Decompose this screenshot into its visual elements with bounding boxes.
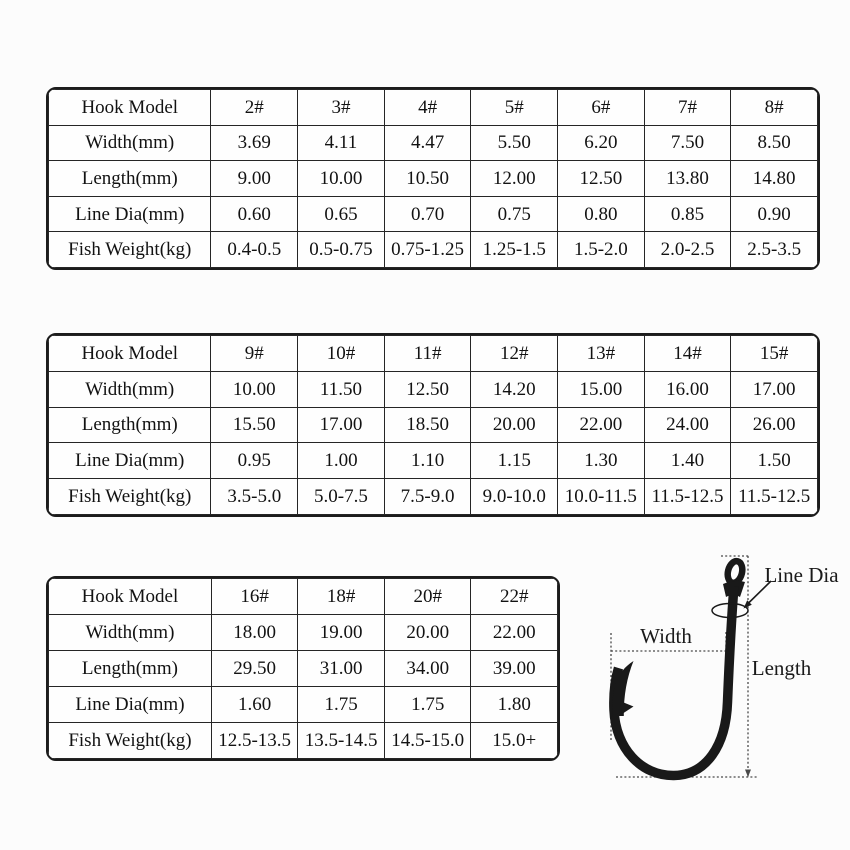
value-cell: 14.80 [731, 161, 818, 197]
value-cell: 1.60 [211, 687, 298, 723]
value-cell: 31.00 [298, 651, 385, 687]
value-cell: 14.20 [471, 371, 558, 407]
hook-model-cell: 5# [471, 90, 558, 126]
value-cell: 1.30 [558, 443, 645, 479]
value-cell: 8.50 [731, 125, 818, 161]
value-cell: 1.15 [471, 443, 558, 479]
value-cell: 10.00 [298, 161, 385, 197]
value-cell: 10.00 [211, 371, 298, 407]
value-cell: 3.5-5.0 [211, 479, 298, 515]
hook-eye [726, 560, 745, 585]
value-cell: 12.5-13.5 [211, 723, 298, 759]
spec-row [49, 161, 818, 197]
value-cell: 15.0+ [471, 723, 558, 759]
value-cell: 0.4-0.5 [211, 232, 298, 268]
value-cell: 4.47 [384, 125, 471, 161]
value-cell: 0.90 [731, 196, 818, 232]
row-label-cell: Line Dia(mm) [49, 196, 211, 232]
value-cell: 1.40 [644, 443, 731, 479]
value-cell: 24.00 [644, 407, 731, 443]
value-cell: 10.0-11.5 [558, 479, 645, 515]
row-label-cell: Width(mm) [49, 615, 212, 651]
row-label-cell: Hook Model [49, 90, 211, 126]
value-cell: 11.5-12.5 [731, 479, 818, 515]
value-cell: 12.00 [471, 161, 558, 197]
hook-model-cell: 11# [384, 336, 471, 372]
row-label-cell: Fish Weight(kg) [49, 723, 212, 759]
value-cell: 0.70 [384, 196, 471, 232]
row-label-cell: Fish Weight(kg) [49, 479, 211, 515]
value-cell: 0.80 [558, 196, 645, 232]
hook-model-cell: 12# [471, 336, 558, 372]
value-cell: 17.00 [298, 407, 385, 443]
hook-model-cell: 10# [298, 336, 385, 372]
hook-model-cell: 16# [211, 579, 298, 615]
hook-model-cell: 22# [471, 579, 558, 615]
row-label-cell: Hook Model [49, 579, 212, 615]
value-cell: 1.75 [298, 687, 385, 723]
hook-model-cell: 14# [644, 336, 731, 372]
spec-row [49, 125, 818, 161]
value-cell: 18.50 [384, 407, 471, 443]
hook-model-cell: 2# [211, 90, 298, 126]
value-cell: 10.50 [384, 161, 471, 197]
row-label-cell: Fish Weight(kg) [49, 232, 211, 268]
header-row [49, 579, 558, 615]
value-cell: 5.50 [471, 125, 558, 161]
spec-row [49, 407, 818, 443]
value-cell: 11.50 [298, 371, 385, 407]
value-cell: 20.00 [471, 407, 558, 443]
value-cell: 1.50 [731, 443, 818, 479]
value-cell: 19.00 [298, 615, 385, 651]
hook-spec-table-medium-sizes [46, 333, 820, 517]
spec-row [49, 371, 818, 407]
value-cell: 0.5-0.75 [298, 232, 385, 268]
value-cell: 2.5-3.5 [731, 232, 818, 268]
value-cell: 15.00 [558, 371, 645, 407]
value-cell: 34.00 [384, 651, 471, 687]
value-cell: 7.50 [644, 125, 731, 161]
value-cell: 22.00 [558, 407, 645, 443]
hook-model-cell: 20# [384, 579, 471, 615]
value-cell: 39.00 [471, 651, 558, 687]
value-cell: 5.0-7.5 [298, 479, 385, 515]
value-cell: 22.00 [471, 615, 558, 651]
value-cell: 9.00 [211, 161, 298, 197]
value-cell: 1.5-2.0 [558, 232, 645, 268]
value-cell: 12.50 [558, 161, 645, 197]
value-cell: 18.00 [211, 615, 298, 651]
row-label-cell: Line Dia(mm) [49, 687, 212, 723]
value-cell: 20.00 [384, 615, 471, 651]
value-cell: 1.10 [384, 443, 471, 479]
value-cell: 4.11 [298, 125, 385, 161]
row-label-cell: Length(mm) [49, 161, 211, 197]
row-label-cell: Line Dia(mm) [49, 443, 211, 479]
width-label: Width [640, 624, 692, 648]
spec-row [49, 479, 818, 515]
hook-model-cell: 7# [644, 90, 731, 126]
hook-barb [620, 701, 634, 714]
value-cell: 13.80 [644, 161, 731, 197]
spec-row [49, 723, 558, 759]
value-cell: 26.00 [731, 407, 818, 443]
header-row [49, 336, 818, 372]
value-cell: 0.60 [211, 196, 298, 232]
hook-model-cell: 9# [211, 336, 298, 372]
value-cell: 9.0-10.0 [471, 479, 558, 515]
hook-model-cell: 15# [731, 336, 818, 372]
value-cell: 14.5-15.0 [384, 723, 471, 759]
hook-model-cell: 3# [298, 90, 385, 126]
hook-model-cell: 4# [384, 90, 471, 126]
value-cell: 2.0-2.5 [644, 232, 731, 268]
line-dia-label: Line Dia [764, 563, 839, 587]
value-cell: 1.75 [384, 687, 471, 723]
hook-spec-table-large-sizes [46, 576, 560, 761]
row-label-cell: Length(mm) [49, 407, 211, 443]
value-cell: 29.50 [211, 651, 298, 687]
spec-row [49, 232, 818, 268]
row-label-cell: Length(mm) [49, 651, 212, 687]
value-cell: 0.85 [644, 196, 731, 232]
value-cell: 6.20 [558, 125, 645, 161]
value-cell: 1.80 [471, 687, 558, 723]
hook-model-cell: 8# [731, 90, 818, 126]
row-label-cell: Width(mm) [49, 371, 211, 407]
value-cell: 15.50 [211, 407, 298, 443]
value-cell: 0.75 [471, 196, 558, 232]
value-cell: 12.50 [384, 371, 471, 407]
length-arrowhead [745, 770, 751, 778]
spec-row [49, 687, 558, 723]
value-cell: 17.00 [731, 371, 818, 407]
spec-row [49, 651, 558, 687]
spec-row [49, 443, 818, 479]
header-row [49, 90, 818, 126]
spec-row [49, 615, 558, 651]
value-cell: 3.69 [211, 125, 298, 161]
value-cell: 1.00 [298, 443, 385, 479]
row-label-cell: Hook Model [49, 336, 211, 372]
value-cell: 0.75-1.25 [384, 232, 471, 268]
value-cell: 7.5-9.0 [384, 479, 471, 515]
value-cell: 1.25-1.5 [471, 232, 558, 268]
row-label-cell: Width(mm) [49, 125, 211, 161]
hook-dimension-diagram [570, 520, 850, 830]
hook-model-cell: 6# [558, 90, 645, 126]
hook-spec-table-small-sizes [46, 87, 820, 270]
value-cell: 0.65 [298, 196, 385, 232]
length-label: Length [751, 656, 812, 680]
value-cell: 16.00 [644, 371, 731, 407]
value-cell: 0.95 [211, 443, 298, 479]
hook-model-cell: 13# [558, 336, 645, 372]
hook-model-cell: 18# [298, 579, 385, 615]
value-cell: 11.5-12.5 [644, 479, 731, 515]
spec-row [49, 196, 818, 232]
value-cell: 13.5-14.5 [298, 723, 385, 759]
